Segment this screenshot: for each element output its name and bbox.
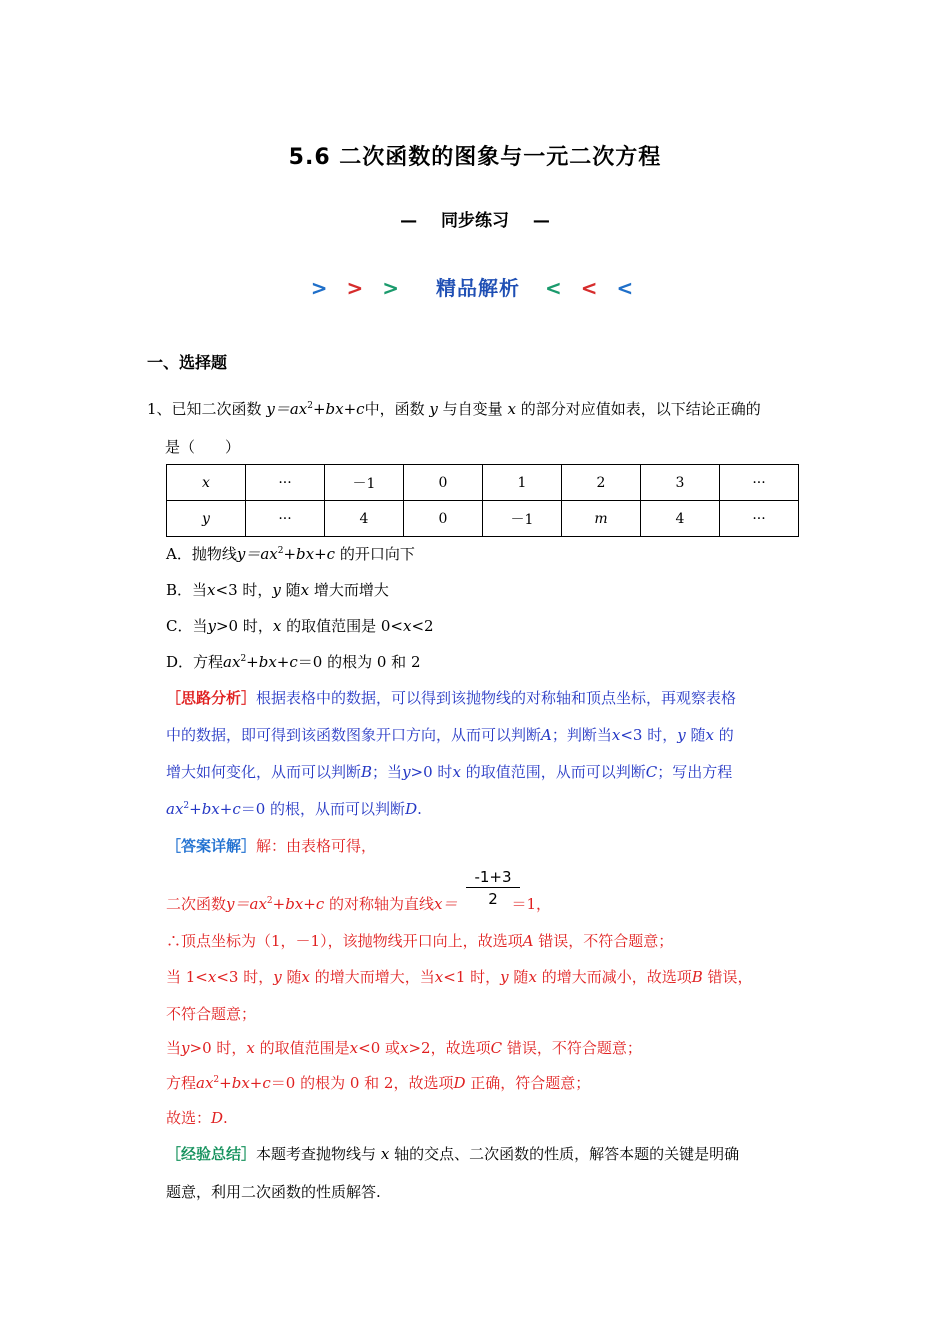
answer-line: 故选：D. (166, 1109, 228, 1127)
answer-line: 当 1<x<3 时，y 随x 的增大而增大，当x<1 时，y 随x 的增大而减小，故选项B 错误， (166, 968, 753, 986)
analysis-line: 中的数据，即可得到该函数图象开口方向，从而可以判断A；判断当x<3 时，y 随x 的 (166, 726, 734, 744)
answer-line: ［答案详解］解：由表格可得， (166, 837, 377, 855)
answer-line: 当y>0 时，x 的取值范围是x<0 或x>2，故选项C 错误，不符合题意； (166, 1039, 642, 1057)
summary-tag: ［经验总结］ (166, 1145, 257, 1163)
answer-line: 二次函数$y=ax^2+bx+c$ 的对称轴为直线x＝ ＝1， (166, 895, 552, 913)
arrow-left-icon: < (580, 276, 604, 300)
fraction-numerator: -1+3 (466, 868, 520, 888)
analysis-line: $ax^2+bx+c=0$ 的根，从而可以判断D. (166, 800, 422, 818)
option-d: D．方程$ax^2+bx+c=0$ 的根为 0 和 2 (166, 653, 421, 671)
fraction-denominator: 2 (488, 890, 498, 908)
question-stem-line2: 是（ ） (165, 438, 241, 456)
analysis-tag: ［思路分析］ (166, 689, 257, 707)
option-c: C．当y>0 时，x 的取值范围是 0<x<2 (166, 617, 434, 635)
arrow-right-icon: > (310, 276, 334, 300)
option-b: B．当x<3 时，y 随x 增大而增大 (166, 581, 389, 599)
subtitle-text: 同步练习 (441, 211, 509, 231)
answer-line: ∴顶点坐标为（1，－1），该抛物线开口向上，故选项A 错误，不符合题意； (166, 932, 674, 950)
section-heading: 一、选择题 (147, 353, 228, 372)
option-a: A．抛物线$y=ax^2+bx+c$ 的开口向下 (166, 545, 415, 563)
value-table (166, 464, 799, 537)
analysis-line: 增大如何变化，从而可以判断B；当y>0 时x 的取值范围，从而可以判断C；写出方程 (166, 763, 733, 781)
arrow-left-icon: < (544, 276, 568, 300)
subtitle (0, 206, 950, 231)
arrow-right-icon: > (346, 276, 370, 300)
summary-line: 题意，利用二次函数的性质解答. (166, 1183, 381, 1201)
page-title: 5.6 二次函数的图象与一元二次方程 (288, 145, 662, 170)
arrow-left-icon: < (616, 276, 640, 300)
answer-line: 不符合题意； (166, 1005, 257, 1023)
question-stem: 1、已知二次函数 $y=ax^2+bx+c$中，函数 y 与自变量 x 的部分对应值如表，以下结论正确的 (147, 400, 761, 418)
arrow-right-icon: > (382, 276, 406, 300)
subtitle-dash-left: — (400, 211, 418, 231)
summary-line: ［经验总结］本题考查抛物线与 x 轴的交点、二次函数的性质，解答本题的关键是明确 (166, 1145, 740, 1163)
answer-line: 方程$ax^2+bx+c=0$ 的根为 0 和 2，故选项D 正确，符合题意； (166, 1074, 591, 1092)
banner-text: 精品解析 (436, 276, 520, 300)
answer-tag: ［答案详解］ (166, 837, 257, 855)
banner (0, 272, 950, 301)
table-row: x ··· －1 0 1 2 3 ··· (167, 465, 799, 501)
subtitle-dash-right: — (532, 211, 550, 231)
table-row: y ··· 4 0 －1 m 4 ··· (167, 501, 799, 537)
analysis-line: ［思路分析］根据表格中的数据，可以得到该抛物线的对称轴和顶点坐标，再观察表格 (166, 689, 737, 707)
